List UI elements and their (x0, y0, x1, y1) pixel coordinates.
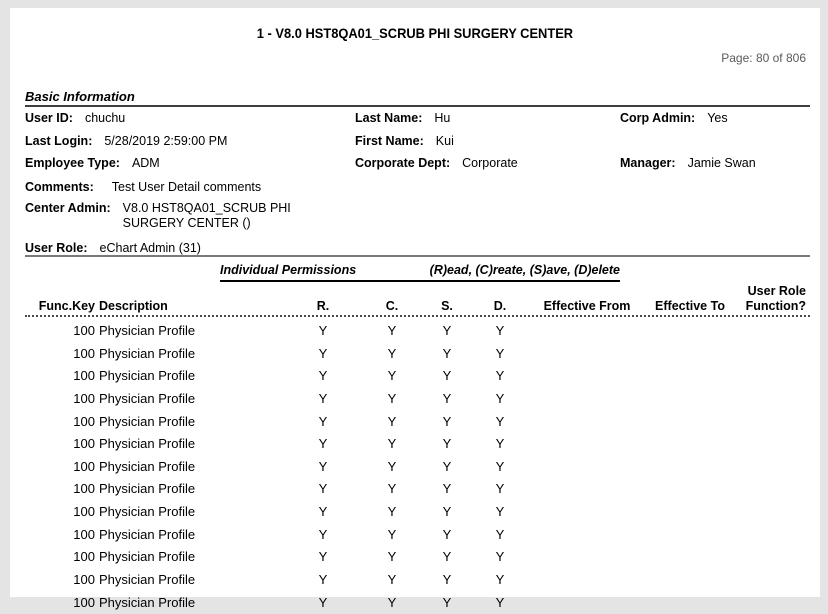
field-last-name (355, 111, 450, 126)
row-read-flag: Y (298, 572, 348, 587)
row-save-flag: Y (422, 481, 472, 496)
row-func-key: 100 (25, 414, 95, 429)
column-header-func-key: Func.Key (25, 299, 95, 314)
row-create-flag: Y (367, 391, 417, 406)
row-read-flag: Y (298, 391, 348, 406)
row-delete-flag: Y (475, 436, 525, 451)
user-role-label: User Role: (25, 241, 88, 256)
table-row (10, 343, 820, 366)
row-create-flag: Y (367, 481, 417, 496)
row-create-flag: Y (367, 323, 417, 338)
report-page (10, 8, 820, 597)
table-row (10, 388, 820, 411)
row-read-flag: Y (298, 368, 348, 383)
corp-admin-label: Corp Admin: (620, 111, 695, 126)
row-description: Physician Profile (99, 481, 195, 496)
manager-value: Jamie Swan (688, 156, 756, 171)
table-row (10, 501, 820, 524)
row-save-flag: Y (422, 527, 472, 542)
row-func-key: 100 (25, 391, 95, 406)
last-name-label: Last Name: (355, 111, 422, 126)
row-read-flag: Y (298, 549, 348, 564)
column-header-save: S. (422, 299, 472, 314)
row-delete-flag: Y (475, 481, 525, 496)
report-title: 1 - V8.0 HST8QA01_SCRUB PHI SURGERY CENTER (257, 26, 573, 40)
table-row (10, 320, 820, 343)
row-delete-flag: Y (475, 346, 525, 361)
row-save-flag: Y (422, 549, 472, 564)
row-description: Physician Profile (99, 323, 195, 338)
center-admin-label: Center Admin: (25, 201, 111, 216)
row-delete-flag: Y (475, 323, 525, 338)
row-description: Physician Profile (99, 436, 195, 451)
row-create-flag: Y (367, 459, 417, 474)
row-save-flag: Y (422, 323, 472, 338)
table-row (10, 478, 820, 501)
column-header-user-role-line1: User Role (748, 284, 806, 298)
field-first-name (355, 134, 454, 149)
column-header-effective-from: Effective From (527, 299, 647, 314)
row-description: Physician Profile (99, 459, 195, 474)
row-read-flag: Y (298, 481, 348, 496)
column-header-description: Description (99, 299, 168, 314)
row-save-flag: Y (422, 368, 472, 383)
first-name-label: First Name: (355, 134, 424, 149)
row-create-flag: Y (367, 346, 417, 361)
row-delete-flag: Y (475, 595, 525, 610)
row-save-flag: Y (422, 504, 472, 519)
corporate-dept-value: Corporate (462, 156, 518, 171)
page-number: Page: 80 of 806 (721, 51, 806, 65)
permissions-caption-legend: (R)ead, (C)reate, (S)ave, (D)elete (430, 263, 620, 277)
row-save-flag: Y (422, 414, 472, 429)
row-func-key: 100 (25, 323, 95, 338)
row-description: Physician Profile (99, 414, 195, 429)
row-description: Physician Profile (99, 346, 195, 361)
table-row (10, 524, 820, 547)
row-read-flag: Y (298, 504, 348, 519)
row-create-flag: Y (367, 527, 417, 542)
table-row (10, 411, 820, 434)
corp-admin-value: Yes (707, 111, 727, 126)
comments-label: Comments: (25, 180, 94, 195)
row-read-flag: Y (298, 459, 348, 474)
employee-type-value: ADM (132, 156, 160, 171)
row-save-flag: Y (422, 391, 472, 406)
field-manager (620, 156, 756, 171)
field-employee-type (25, 156, 160, 171)
row-delete-flag: Y (475, 414, 525, 429)
row-save-flag: Y (422, 595, 472, 610)
row-func-key: 100 (25, 527, 95, 542)
row-func-key: 100 (25, 346, 95, 361)
row-delete-flag: Y (475, 549, 525, 564)
row-func-key: 100 (25, 368, 95, 383)
row-description: Physician Profile (99, 595, 195, 610)
row-create-flag: Y (367, 504, 417, 519)
column-header-read: R. (298, 299, 348, 314)
field-user-role (25, 241, 201, 256)
field-center-admin (25, 201, 308, 231)
field-last-login (25, 134, 227, 149)
row-description: Physician Profile (99, 549, 195, 564)
row-save-flag: Y (422, 346, 472, 361)
basic-information-heading: Basic Information (25, 89, 135, 104)
table-row (10, 546, 820, 569)
row-read-flag: Y (298, 595, 348, 610)
row-func-key: 100 (25, 436, 95, 451)
row-func-key: 100 (25, 549, 95, 564)
manager-label: Manager: (620, 156, 676, 171)
table-header-divider (25, 315, 810, 317)
permissions-table-body (10, 320, 820, 614)
table-row (10, 365, 820, 388)
section-divider-bottom (25, 255, 810, 257)
table-row (10, 433, 820, 456)
employee-type-label: Employee Type: (25, 156, 120, 171)
row-func-key: 100 (25, 459, 95, 474)
corporate-dept-label: Corporate Dept: (355, 156, 450, 171)
row-create-flag: Y (367, 595, 417, 610)
table-row (10, 569, 820, 592)
row-func-key: 100 (25, 481, 95, 496)
row-read-flag: Y (298, 346, 348, 361)
row-read-flag: Y (298, 527, 348, 542)
field-comments (25, 180, 261, 195)
row-description: Physician Profile (99, 527, 195, 542)
user-id-label: User ID: (25, 111, 73, 126)
row-delete-flag: Y (475, 459, 525, 474)
field-corporate-dept (355, 156, 518, 171)
row-read-flag: Y (298, 414, 348, 429)
row-read-flag: Y (298, 436, 348, 451)
row-func-key: 100 (25, 504, 95, 519)
row-delete-flag: Y (475, 391, 525, 406)
row-delete-flag: Y (475, 572, 525, 587)
permissions-table-header (10, 299, 820, 315)
comments-value: Test User Detail comments (112, 180, 261, 195)
row-create-flag: Y (367, 436, 417, 451)
column-header-create: C. (367, 299, 417, 314)
row-create-flag: Y (367, 572, 417, 587)
table-row (10, 456, 820, 479)
field-corp-admin (620, 111, 728, 126)
row-delete-flag: Y (475, 368, 525, 383)
row-read-flag: Y (298, 323, 348, 338)
last-name-value: Hu (434, 111, 450, 126)
row-save-flag: Y (422, 572, 472, 587)
column-header-delete: D. (475, 299, 525, 314)
row-create-flag: Y (367, 368, 417, 383)
table-row (10, 592, 820, 614)
column-header-effective-to: Effective To (640, 299, 740, 314)
row-create-flag: Y (367, 414, 417, 429)
row-func-key: 100 (25, 595, 95, 610)
field-user-id (25, 111, 125, 126)
row-description: Physician Profile (99, 391, 195, 406)
permissions-caption (220, 263, 620, 282)
row-delete-flag: Y (475, 504, 525, 519)
row-description: Physician Profile (99, 572, 195, 587)
row-save-flag: Y (422, 459, 472, 474)
row-description: Physician Profile (99, 368, 195, 383)
column-header-user-role-line2: Function? (696, 299, 806, 314)
row-save-flag: Y (422, 436, 472, 451)
section-divider-top (25, 105, 810, 107)
row-func-key: 100 (25, 572, 95, 587)
row-description: Physician Profile (99, 504, 195, 519)
last-login-value: 5/28/2019 2:59:00 PM (104, 134, 227, 149)
first-name-value: Kui (436, 134, 454, 149)
last-login-label: Last Login: (25, 134, 92, 149)
user-id-value: chuchu (85, 111, 125, 126)
row-delete-flag: Y (475, 527, 525, 542)
report-header (10, 25, 820, 43)
user-role-value: eChart Admin (31) (100, 241, 201, 256)
row-create-flag: Y (367, 549, 417, 564)
center-admin-value: V8.0 HST8QA01_SCRUB PHI SURGERY CENTER () (123, 201, 308, 231)
permissions-caption-title: Individual Permissions (220, 263, 356, 277)
